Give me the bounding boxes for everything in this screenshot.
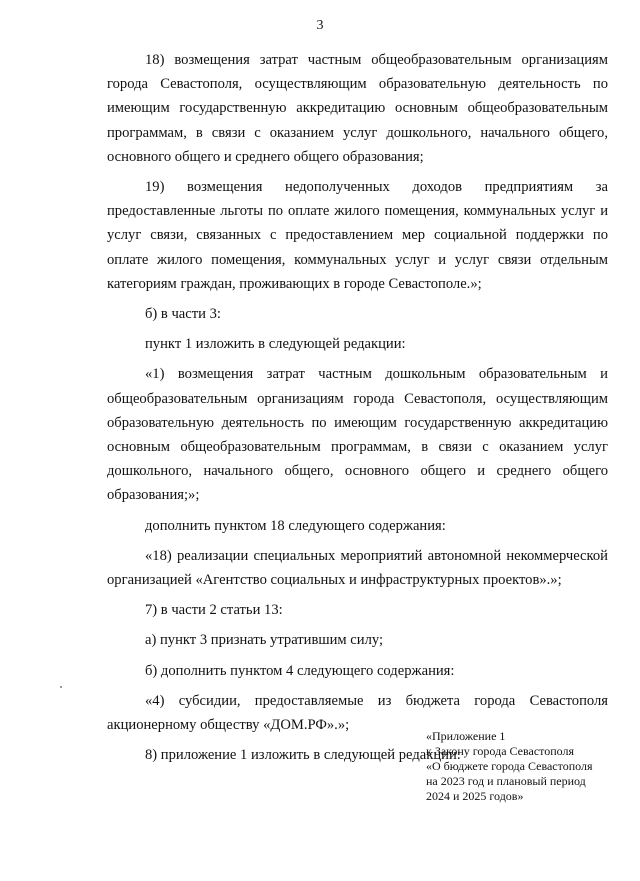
paragraph-item-19: 19) возмещения недополученных доходов предприятиям за предоставленные льготы по оплате жилого помещения, коммунальных услуг и услуг связи, связанных с предоставлением мер социальной поддержки по оплате жилого помещения, коммунальных услуг и услуг связи отдельным категориям граждан, проживающих в городе Севастополе.»;	[107, 179, 608, 292]
document-body	[107, 48, 608, 767]
paragraph-point-18-text: «18) реализации специальных мероприятий автономной некоммерческой организацией «Агентство социальных и инфраструктурных проектов».»;	[107, 547, 608, 589]
page-number: 3	[316, 18, 324, 33]
scan-speck	[60, 686, 62, 688]
paragraph-add-point-4: б) дополнить пунктом 4 следующего содержания:	[145, 662, 455, 679]
paragraph-point-1-text: «1) возмещения затрат частным дошкольным образовательным и общеобразовательным организациям города Севастополя, осуществляющим образовательную деятельность по имеющим государственную аккредитацию основным общеобразовательным программам, в связи с оказанием услуг дошкольного, начального общего, основного общего и среднего общего образования;»;	[107, 366, 608, 504]
paragraph-appendix-1-instruction: 8) приложение 1 изложить в следующей редакции:	[145, 747, 461, 764]
appendix-ref-line: на 2023 год и плановый период	[426, 774, 586, 788]
appendix-reference-block	[426, 729, 626, 804]
paragraph-part-3-heading: б) в части 3:	[145, 306, 221, 323]
paragraph-point-1-instruction: пункт 1 изложить в следующей редакции:	[145, 336, 406, 353]
appendix-ref-line: 2024 и 2025 годов»	[426, 789, 524, 803]
paragraph-add-point-18: дополнить пунктом 18 следующего содержания:	[145, 517, 446, 534]
appendix-ref-line: «О бюджете города Севастополя	[426, 759, 593, 773]
paragraph-point-3-void: а) пункт 3 признать утратившим силу;	[145, 632, 384, 649]
paragraph-item-18: 18) возмещения затрат частным общеобразовательным организациям города Севастополя, осуществляющим образовательную деятельность по имеющим государственную аккредитацию основным общеобразовательным программам, в связи с оказанием услуг дошкольного, начального общего, основного общего и среднего общего образования;	[107, 52, 608, 165]
paragraph-article-13: 7) в части 2 статьи 13:	[145, 602, 283, 619]
appendix-ref-line: «Приложение 1	[426, 729, 506, 743]
paragraph-point-4-text: «4) субсидии, предоставляемые из бюджета города Севастополя акционерному обществу «ДОМ.РФ».»;	[107, 692, 608, 734]
appendix-ref-line: к Закону города Севастополя	[426, 744, 575, 758]
